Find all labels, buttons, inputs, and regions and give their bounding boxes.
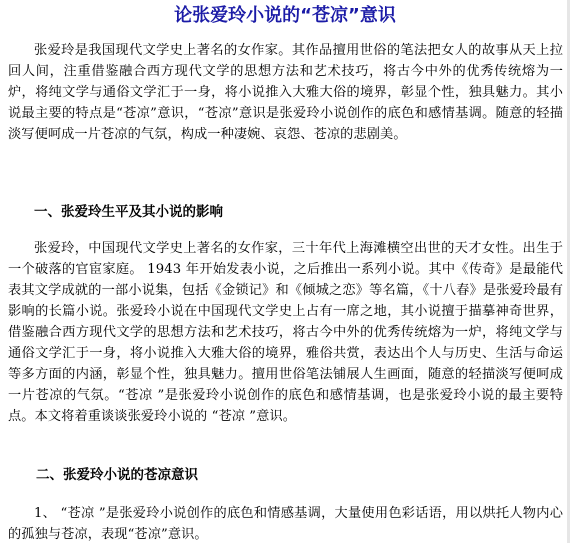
intro-paragraph: 张爱玲是我国现代文学史上著名的女作家。其作品擅用世俗的笔法把女人的故事从天上拉回人间，注重借鉴融合西方现代文学的思想方法和艺术技巧，将古今中外的优秀传统熔为一炉，将纯文学与通俗文学汇于一身，将小说推入大雅大俗的境界，彰显个性，独具魅力。其小说最主要的特点是“苍凉”意识，“苍凉”意识是张爱玲小说创作的底色和感情基调。随意的轻描淡写便呵成一片苍凉的气氛，构成一种凄婉、哀怨、苍凉的悲剧美。 [8, 43, 563, 142]
section2-paragraph: 1、 “苍凉 ”是张爱玲小说创作的底色和情感基调，大量使用色彩话语，用以烘托人物内心的孤独与苍凉，表现“苍凉”意识。 [8, 506, 563, 542]
section-heading-2: 二、张爱玲小说的苍凉意识 [36, 467, 198, 483]
section-heading-1: 一、张爱玲生平及其小说的影响 [34, 204, 223, 220]
section1-paragraph: 张爱玲，中国现代文学史上著名的女作家，三十年代上海滩横空出世的天才女性。出生于一个破落的官宦家庭。 1943 年开始发表小说，之后推出一系列小说。其中《传奇》是最能代表其文学成就的一部小说集，包括《金锁记》和《倾城之恋》等名篇，《十八春》是张爱玲最有影响的长篇小说。张爱玲小说在中国现代文学史上占有一席之地，其小说擅于描摹神奇世界，借鉴融合西方现代文学的思想方法和艺术技巧，将古今中外的优秀传统熔为一炉，将纯文学与通俗文学汇于一身，将小说推入大雅大俗的境界，雅俗共赏，表达出个人与历史、生活与命运等多方面的内涵，彰显个性，独具魅力。擅用世俗笔法铺展人生画面，随意的轻描淡写便呵成一片苍凉的气氛。“苍凉 ”是张爱玲小说创作的底色和感情基调，也是张爱玲小说的最主要特点。本文将着重谈谈张爱玲小说的 “苍凉 ”意识。 [8, 241, 563, 424]
document-title: 论张爱玲小说的“苍凉”意识 [174, 5, 396, 26]
